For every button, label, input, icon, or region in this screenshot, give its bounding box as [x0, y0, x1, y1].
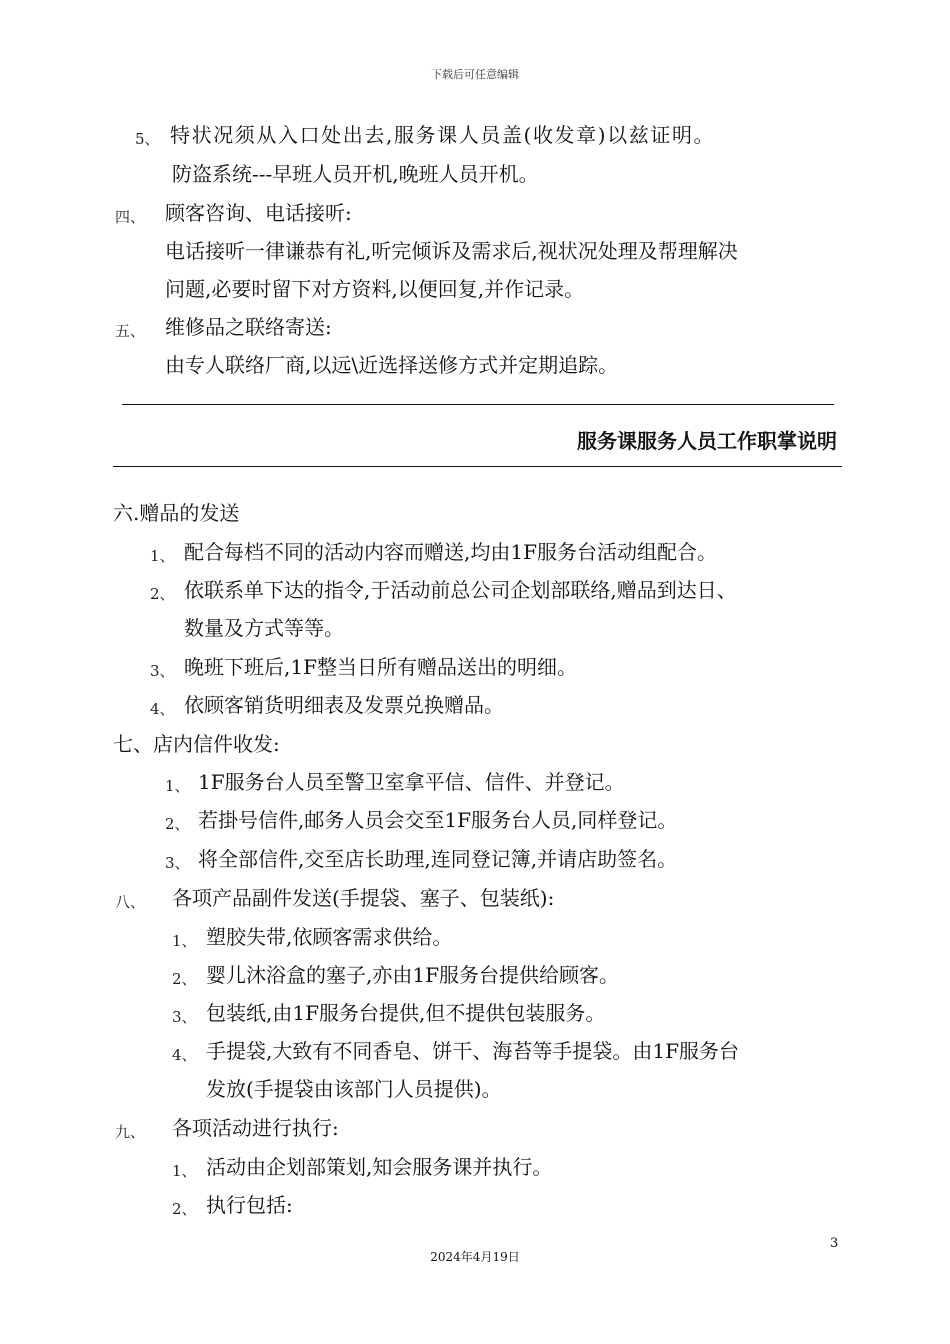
- body-line: 防盗系统---早班人员开机,晚班人员开机。: [172, 162, 539, 186]
- body-line: 各项活动进行执行:: [172, 1116, 339, 1140]
- body-line: 顾客咨询、电话接听:: [165, 201, 352, 225]
- section-heading: 七、店内信件收发:: [113, 732, 280, 756]
- item-number: 2、: [172, 1200, 197, 1218]
- item-number: 4、: [150, 700, 175, 718]
- body-line: 数量及方式等等。: [184, 616, 344, 640]
- body-line: 手提袋,大致有不同香皂、饼干、海苔等手提袋。由1F服务台: [206, 1039, 739, 1063]
- item-number: 1、: [172, 1162, 197, 1180]
- item-number: 3、: [165, 854, 190, 872]
- item-number: 3、: [150, 662, 175, 680]
- body-line: 特状况须从入口处出去,服务课人员盖(收发章)以兹证明。: [170, 123, 716, 147]
- section-heading: 六.赠品的发送: [113, 501, 240, 525]
- body-line: 执行包括:: [206, 1193, 293, 1217]
- body-line: 婴儿沐浴盒的塞子,亦由1F服务台提供给顾客。: [206, 963, 619, 987]
- body-line: 依联系单下达的指令,于活动前总公司企划部联络,赠品到达日、: [184, 578, 737, 602]
- body-line: 各项产品副件发送(手提袋、塞子、包装纸):: [172, 886, 555, 910]
- body-line: 维修品之联络寄送:: [165, 315, 332, 339]
- section-title: 服务课服务人员工作职掌说明: [577, 429, 837, 453]
- body-line: 1F服务台人员至警卫室拿平信、信件、并登记。: [198, 770, 625, 794]
- item-number: 四、: [115, 208, 146, 226]
- item-number: 2、: [150, 585, 175, 603]
- item-number: 2、: [165, 815, 190, 833]
- body-line: 塑胶失带,依顾客需求供给。: [206, 925, 453, 949]
- item-number: 五、: [115, 322, 146, 340]
- item-number: 1、: [165, 777, 190, 795]
- divider-line: [113, 466, 842, 467]
- body-line: 将全部信件,交至店长助理,连同登记簿,并请店助签名。: [198, 847, 678, 871]
- body-line: 电话接听一律谦恭有礼,听完倾诉及需求后,视状况处理及帮理解决: [165, 239, 738, 263]
- body-line: 依顾客销货明细表及发票兑换赠品。: [184, 693, 504, 717]
- item-number: 九、: [115, 1123, 146, 1141]
- item-number: 5、: [135, 130, 160, 148]
- body-line: 问题,必要时留下对方资料,以便回复,并作记录。: [165, 277, 585, 301]
- item-number: 1、: [150, 547, 175, 565]
- item-number: 八、: [115, 893, 146, 911]
- body-line: 晚班下班后,1F整当日所有赠品送出的明细。: [184, 655, 577, 679]
- body-line: 配合每档不同的活动内容而赠送,均由1F服务台活动组配合。: [184, 540, 717, 564]
- item-number: 2、: [172, 970, 197, 988]
- body-line: 发放(手提袋由该部门人员提供)。: [206, 1077, 502, 1101]
- page-number: 3: [830, 1236, 839, 1251]
- body-line: 活动由企划部策划,知会服务课并执行。: [206, 1155, 553, 1179]
- item-number: 1、: [172, 932, 197, 950]
- divider-line: [122, 404, 834, 405]
- body-line: 若掛号信件,邮务人员会交至1F服务台人员,同样登记。: [198, 808, 678, 832]
- header-note: 下载后可任意编辑: [431, 68, 519, 81]
- item-number: 4、: [172, 1046, 197, 1064]
- footer-date: 2024年4月19日: [430, 1250, 520, 1264]
- item-number: 3、: [172, 1008, 197, 1026]
- body-line: 包装纸,由1F服务台提供,但不提供包装服务。: [206, 1001, 606, 1025]
- body-line: 由专人联络厂商,以远\近选择送修方式并定期追踪。: [165, 353, 619, 377]
